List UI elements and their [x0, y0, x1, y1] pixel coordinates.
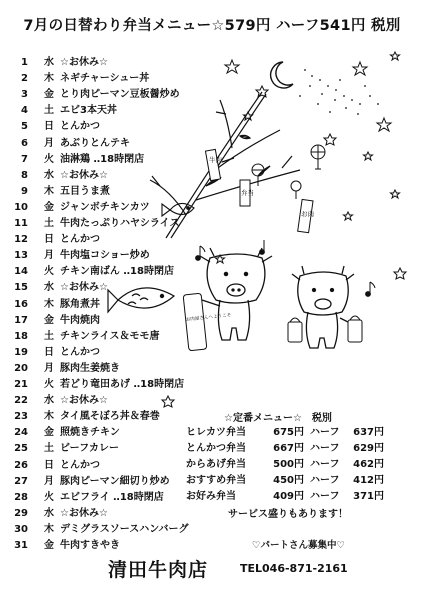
menu-day: 19 — [14, 346, 28, 358]
menu-weekday: 木 — [44, 523, 54, 535]
tanzaku-text-3: お肉 — [301, 210, 314, 218]
bento-bag — [288, 316, 362, 342]
standard-menu-heading: ☆定番メニュー☆ 税別 — [224, 413, 332, 424]
menu-weekday: 月 — [44, 250, 54, 262]
taiyaki-icon — [108, 288, 174, 312]
menu-day: 1 — [21, 57, 28, 68]
menu-dish: デミグラスソースハンバーグ — [60, 523, 189, 535]
standard-item-name: とんかつ弁当 — [186, 443, 246, 455]
moon-icon — [271, 62, 293, 88]
menu-weekday: 金 — [44, 201, 54, 213]
menu-day: 26 — [14, 459, 28, 471]
menu-weekday: 水 — [44, 282, 54, 294]
menu-day: 10 — [14, 201, 28, 213]
menu-day: 28 — [14, 491, 28, 503]
menu-day: 25 — [14, 443, 28, 455]
menu-dish: ☆お休み☆ — [60, 282, 108, 294]
menu-weekday: 土 — [44, 443, 54, 455]
menu-day: 29 — [14, 507, 28, 519]
menu-day: 21 — [14, 379, 28, 390]
menu-dish: とり肉ピーマン豆板醤炒め — [60, 89, 180, 101]
menu-day: 8 — [21, 169, 28, 181]
menu-day: 27 — [14, 475, 28, 487]
menu-dish: エビ3本天丼 — [60, 105, 117, 117]
menu-dish: ビーフカレー — [60, 443, 119, 455]
page-title: 7月の日替わり弁当メニュー☆579円 ハーフ541円 税別 — [23, 18, 401, 34]
menu-dish: ☆お休み☆ — [60, 169, 108, 181]
menu-day: 9 — [21, 185, 28, 197]
menu-weekday: 金 — [44, 314, 54, 326]
menu-dish: とんかつ — [60, 121, 100, 133]
menu-day: 16 — [14, 298, 28, 310]
menu-weekday: 金 — [44, 89, 54, 101]
standard-item-price: 409円 — [273, 491, 304, 503]
standard-item-price: 500円 — [273, 459, 304, 471]
menu-day: 20 — [14, 362, 28, 374]
menu-weekday: 土 — [44, 330, 54, 342]
menu-weekday: 木 — [44, 73, 54, 85]
milky-way — [299, 69, 379, 115]
menu-dish: エビフライ ‥18時閉店 — [60, 491, 164, 503]
menu-day: 4 — [21, 105, 28, 117]
menu-dish: あぶりとんテキ — [60, 137, 130, 149]
menu-day: 5 — [21, 121, 28, 133]
menu-weekday: 月 — [44, 137, 54, 149]
service-note: サービス盛りもあります！ — [228, 509, 348, 520]
menu-weekday: 火 — [44, 266, 54, 278]
menu-dish: タイ風そぼろ丼＆春巻 — [60, 411, 160, 423]
menu-dish: 若どり竜田あげ ‥18時閉店 — [60, 379, 185, 390]
menu-weekday: 金 — [44, 427, 54, 439]
menu-weekday: 木 — [44, 411, 54, 423]
menu-dish: 豚肉ピーマン細切り炒め — [60, 475, 170, 487]
menu-weekday: 金 — [44, 540, 54, 551]
menu-dish: とんかつ — [60, 346, 100, 358]
menu-weekday: 日 — [44, 121, 54, 133]
standard-half-label: ハーフ — [310, 475, 340, 487]
standard-half-price: 637円 — [353, 427, 384, 438]
standard-half-label: ハーフ — [310, 459, 340, 471]
menu-day: 2 — [21, 73, 28, 85]
standard-half-price: 371円 — [353, 491, 384, 503]
menu-dish: ☆お休み☆ — [60, 395, 108, 407]
menu-weekday: 木 — [44, 298, 54, 310]
standard-item-price: 667円 — [273, 443, 304, 455]
menu-weekday: 日 — [44, 459, 54, 471]
menu-day: 15 — [14, 282, 28, 294]
menu-dish: 牛肉すきやき — [60, 540, 120, 551]
standard-half-price: 462円 — [353, 459, 384, 471]
menu-day: 6 — [21, 137, 28, 149]
menu-day: 17 — [14, 314, 28, 326]
signboard-text: お肉屋さんへようこそ — [185, 313, 232, 323]
menu-day: 11 — [14, 218, 28, 229]
menu-weekday: 火 — [44, 491, 54, 503]
menu-weekday: 日 — [44, 234, 54, 246]
menu-day: 22 — [14, 395, 28, 407]
menu-dish: 豚肉生姜焼き — [60, 362, 120, 374]
menu-day: 23 — [14, 411, 28, 423]
menu-dish: ☆お休み☆ — [60, 57, 108, 68]
standard-half-label: ハーフ — [310, 491, 340, 503]
menu-day: 14 — [14, 266, 28, 278]
standard-item-name: からあげ弁当 — [186, 459, 246, 471]
recruit-note: ♡パートさん募集中♡ — [252, 540, 346, 551]
menu-dish: 五目うま煮 — [60, 185, 110, 197]
standard-item-name: ヒレカツ弁当 — [186, 427, 246, 438]
cow-character-left — [200, 248, 272, 340]
menu-weekday: 木 — [44, 185, 54, 197]
menu-dish: 牛肉塩コショー炒め — [60, 250, 150, 262]
menu-weekday: 水 — [44, 57, 54, 68]
menu-day: 3 — [21, 89, 28, 101]
standard-item-price: 450円 — [273, 475, 304, 487]
standard-half-price: 412円 — [353, 475, 384, 487]
tanzaku-text-1: 牛肉 — [209, 156, 222, 164]
menu-dish: 牛肉たっぷりハヤシライス — [60, 218, 180, 229]
menu-dish: とんかつ — [60, 234, 100, 246]
menu-weekday: 土 — [44, 218, 54, 229]
bamboo-branch — [150, 92, 300, 238]
standard-item-price: 675円 — [273, 427, 304, 438]
menu-dish: チキン南ばん ‥18時閉店 — [60, 266, 174, 278]
menu-day: 7 — [21, 153, 28, 165]
menu-dish: ネギチャーシュー丼 — [60, 73, 150, 85]
menu-dish: 油淋鶏 ‥18時閉店 — [60, 153, 145, 165]
star-icons — [162, 52, 406, 407]
menu-weekday: 日 — [44, 346, 54, 358]
menu-dish: 照焼きチキン — [60, 427, 120, 439]
menu-dish: チキンライス＆モモ唐 — [60, 330, 160, 342]
menu-weekday: 土 — [44, 105, 54, 117]
menu-day: 18 — [14, 330, 28, 342]
tanzaku-text-2: 弁当 — [241, 189, 254, 197]
menu-dish: ☆お休み☆ — [60, 507, 108, 519]
standard-half-label: ハーフ — [310, 443, 340, 455]
shop-name: 清田牛肉店 — [108, 559, 209, 581]
menu-day: 13 — [14, 250, 28, 262]
menu-weekday: 水 — [44, 507, 54, 519]
menu-day: 31 — [14, 540, 28, 551]
standard-item-name: おすすめ弁当 — [186, 475, 247, 487]
standard-half-label: ハーフ — [310, 427, 340, 438]
menu-weekday: 水 — [44, 395, 54, 407]
menu-dish: 牛肉焼肉 — [60, 314, 100, 326]
menu-dish: ジャンボチキンカツ — [60, 201, 150, 213]
menu-weekday: 月 — [44, 362, 54, 374]
standard-item-name: お好み弁当 — [186, 491, 236, 503]
menu-day: 24 — [14, 427, 28, 439]
menu-weekday: 火 — [44, 379, 54, 390]
menu-weekday: 水 — [44, 169, 54, 181]
menu-weekday: 火 — [44, 153, 54, 165]
standard-half-price: 629円 — [353, 443, 384, 455]
menu-weekday: 月 — [44, 475, 54, 487]
menu-day: 12 — [14, 234, 28, 246]
shop-phone: TEL046-871-2161 — [240, 562, 348, 575]
menu-dish: 豚角煮丼 — [60, 298, 100, 310]
menu-day: 30 — [14, 523, 28, 535]
menu-dish: とんかつ — [60, 459, 100, 471]
